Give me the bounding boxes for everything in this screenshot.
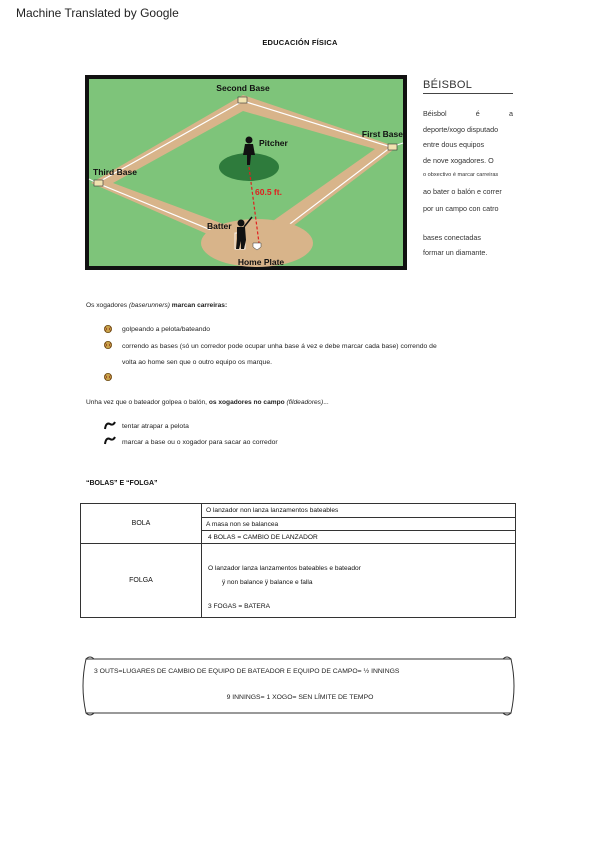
baseball-field-diagram (85, 75, 407, 270)
folga-line: O lanzador lanza lanzamentos bateables e bateador (208, 565, 361, 572)
side-word-3: a (508, 109, 513, 118)
runners-bold: marcan carreiras: (171, 302, 228, 309)
folga-cell (202, 544, 516, 618)
third-base-bag (94, 180, 103, 186)
fielder-item: marcar a base ou o xogador para sacar ao corredor (122, 439, 278, 446)
distance-label: 60.5 ft. (255, 187, 282, 197)
second-base-bag (238, 97, 247, 103)
side-line: formar un diamante. (423, 248, 488, 257)
folga-label: FOLGA (81, 544, 202, 618)
fielders-pre: Unha vez que o bateador golpea o balón, (86, 399, 207, 406)
page-title: EDUCACIÓN FÍSICA (262, 38, 338, 47)
bullet-item-continued: volta ao home sen que o outro equipo os marque. (122, 359, 273, 366)
bola-row: O lanzador non lanza lanzamentos bateables (202, 504, 516, 518)
fielders-post: ... (323, 399, 329, 406)
curved-arrow-icon (104, 421, 116, 430)
bola-row: A masa non se balancea (202, 518, 516, 531)
balls-strikes-table (80, 503, 516, 618)
innings-callout-box (80, 653, 517, 719)
bullet-item: correndo as bases (só un corredor pode ocupar unha base á vez e debe marcar cada base) correndo de (122, 343, 437, 350)
fielder-item: tentar atrapar a pelota (122, 423, 189, 430)
home-plate-label: Home Plate (237, 257, 285, 267)
fielders-bold: os xogadores no campo (208, 399, 285, 406)
bola-label: BOLA (81, 504, 202, 544)
side-line: bases conectadas (423, 233, 481, 242)
second-base-label: Second Base (216, 83, 270, 93)
section-title: “BOLAS” E “FOLGA” (86, 480, 158, 487)
fielders-paragraph (86, 399, 329, 406)
bola-row: 4 BOLAS = CAMBIO DE LANZADOR (202, 531, 516, 544)
side-line: de nove xogadores. O (423, 156, 494, 165)
runners-pre: Os xogadores (86, 302, 128, 309)
side-title: BÉISBOL (423, 79, 473, 91)
batter-label: Batter (207, 221, 232, 231)
curved-arrow-icon (104, 436, 116, 445)
fielders-italic: (fildeadores) (286, 399, 324, 406)
runners-italic: (baserunners) (128, 302, 170, 309)
side-line: deporte/xogo disputado (423, 125, 499, 134)
first-base-bag (388, 144, 397, 150)
side-word-2: é (475, 109, 480, 118)
side-line: por un campo con catro (423, 204, 499, 213)
baseball-icon (104, 325, 112, 333)
callout-line: 3 OUTS=LUGARES DE CAMBIO DE EQUIPO DE BATEADOR E EQUIPO DE CAMPO= ½ INNINGS (94, 668, 400, 675)
baseball-icon (104, 373, 112, 381)
side-line: ao bater o balón e correr (423, 187, 502, 196)
folga-line: ÿ non balance ÿ balance e falla (222, 579, 313, 586)
runners-paragraph (86, 302, 227, 309)
side-title-rule (423, 93, 513, 94)
side-first-line (423, 109, 513, 118)
side-line: o obxectivo é marcar carreiras (423, 172, 499, 178)
first-base-label: First Base (361, 129, 403, 139)
machine-translated-banner: Machine Translated by Google (16, 6, 179, 20)
pitcher-label: Pitcher (259, 138, 288, 148)
side-word-1: Béisbol (423, 109, 447, 118)
side-line: entre dous equipos (423, 140, 485, 149)
third-base-label: Third Base (93, 167, 137, 177)
bullet-item: golpeando a pelota/bateando (122, 326, 211, 333)
callout-line: 9 INNINGS= 1 XOGO= SEN LÍMITE DE TEMPO (226, 694, 374, 701)
baseball-icon (104, 341, 112, 349)
folga-line: 3 FOGAS = BATERA (208, 603, 270, 610)
